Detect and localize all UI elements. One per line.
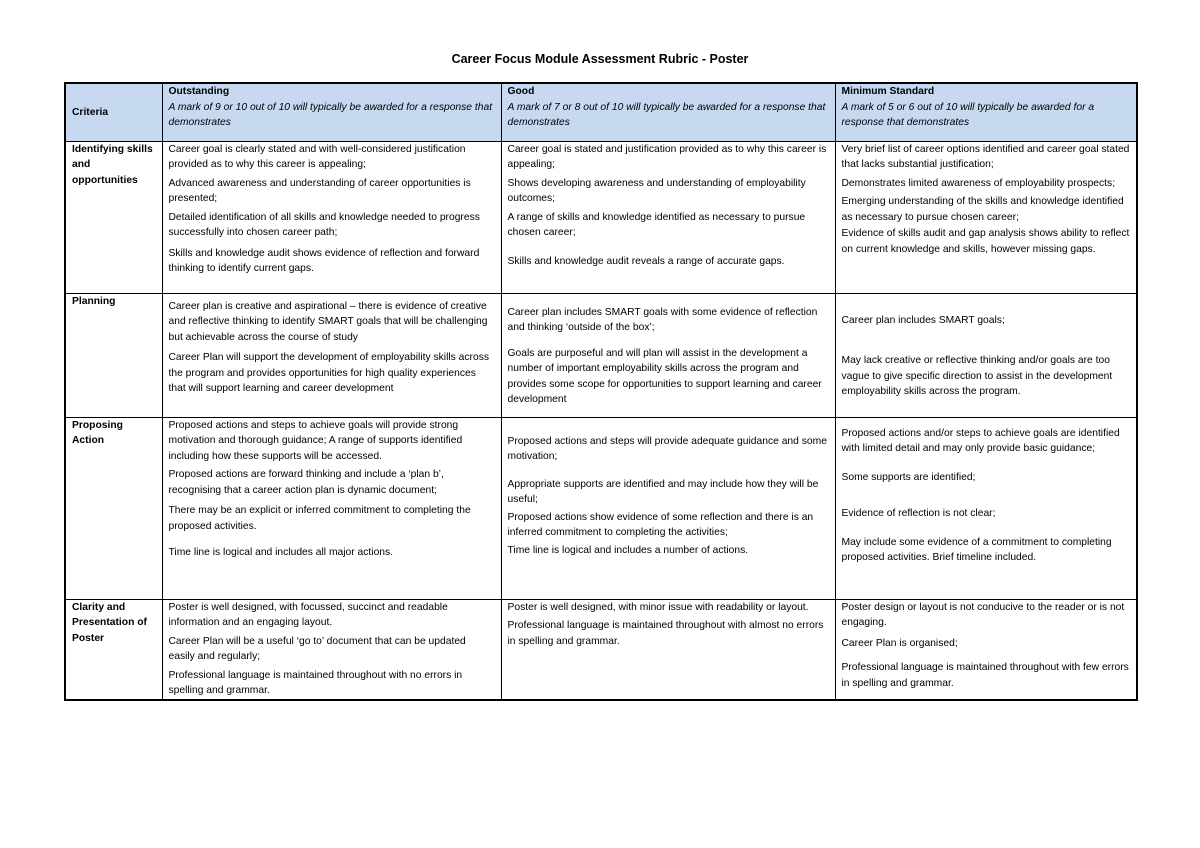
rubric-cell <box>162 599 501 700</box>
header-row <box>65 83 1137 141</box>
criteria-header: Criteria <box>65 83 162 141</box>
rubric-item: A range of skills and knowledge identified as necessary to pursue chosen career; <box>507 211 806 238</box>
rubric-cell <box>835 293 1137 417</box>
level-header-outstanding <box>162 83 501 141</box>
rubric-item: Advanced awareness and understanding of career opportunities is presented; <box>168 177 471 204</box>
rubric-cell <box>162 293 501 417</box>
rubric-item: Career goal is stated and justification provided as to why this career is appealing; <box>507 143 827 170</box>
rubric-item: Career plan includes SMART goals with some evidence of reflection and thinking ‘outside of the box’; <box>507 306 818 333</box>
rubric-item: Professional language is maintained throughout with almost no errors in spelling and grammar. <box>507 620 824 647</box>
level-name: Outstanding <box>168 86 230 97</box>
rubric-item: Evidence of reflection is not clear; <box>841 508 996 519</box>
level-name: Minimum Standard <box>841 86 935 97</box>
rubric-item: Poster design or layout is not conducive to the reader or is not engaging. <box>841 601 1125 628</box>
rubric-cell <box>501 141 835 293</box>
rubric-item: Proposed actions show evidence of some reflection and there is an inferred commitment to completing the activities; <box>507 511 814 538</box>
rubric-cell <box>162 417 501 599</box>
level-header-minimum-standard <box>835 83 1137 141</box>
rubric-cell <box>501 293 835 417</box>
rubric-cell <box>835 141 1137 293</box>
criterion-label: Clarity and Presentation of Poster <box>65 599 162 700</box>
rubric-row <box>65 293 1137 417</box>
rubric-item: Proposed actions and steps to achieve goals will provide strong motivation and thorough guidance; A range of supports identified including how these supports will be accessed. <box>168 419 463 462</box>
rubric-cell <box>835 599 1137 700</box>
rubric-item: Career plan includes SMART goals; <box>841 314 1005 326</box>
rubric-item: Career Plan is organised; <box>841 637 958 649</box>
rubric-row <box>65 599 1137 700</box>
rubric-item: Proposed actions are forward thinking and include a ‘plan b’, recognising that a career action plan is dynamic document; <box>168 469 444 496</box>
rubric-item: Poster is well designed, with minor issue with readability or layout. <box>507 601 809 613</box>
rubric-item: Detailed identification of all skills and knowledge needed to progress successfully into chosen career path; <box>168 211 480 238</box>
rubric-item: Time line is logical and includes a number of actions. <box>507 544 749 556</box>
rubric-item: Proposed actions and/or steps to achieve goals are identified with limited detail and may only provide basic guidance; <box>841 427 1120 454</box>
rubric-item: Career goal is clearly stated and with well-considered justification provided as to why this career is appealing; <box>168 143 466 170</box>
rubric-item: Shows developing awareness and understanding of employability outcomes; <box>507 177 806 204</box>
rubric-item: Professional language is maintained throughout with no errors in spelling and grammar. <box>168 669 463 696</box>
rubric-item: There may be an explicit or inferred commitment to completing the proposed activities. <box>168 505 471 532</box>
rubric-item: May lack creative or reflective thinking and/or goals are too vague to give specific direction to assist in the development employability skills across the program. <box>841 355 1113 397</box>
rubric-item: May include some evidence of a commitment to completing proposed activities. Brief timeline included. <box>841 536 1112 563</box>
rubric-item: Goals are purposeful and will plan will assist in the development a number of important employability skills across the program and provides some scope for opportunities to support learning and career development <box>507 347 822 405</box>
document-title: Career Focus Module Assessment Rubric - Poster <box>451 52 749 66</box>
level-description: A mark of 5 or 6 out of 10 will typically be awarded for a response that demonstrates <box>841 101 1095 128</box>
level-description: A mark of 7 or 8 out of 10 will typically be awarded for a response that demonstrates <box>507 101 826 128</box>
level-name: Good <box>507 86 535 97</box>
rubric-item: Evidence of skills audit and gap analysis shows ability to reflect on current knowledge and skills, however missing gaps. <box>841 228 1130 255</box>
rubric-item: Time line is logical and includes all major actions. <box>168 547 394 558</box>
rubric-table <box>64 82 1138 701</box>
rubric-item: Career Plan will support the development of employability skills across the program and provides opportunities for high quality experiences that will support learning and career development <box>168 352 489 394</box>
rubric-cell <box>501 417 835 599</box>
rubric-item: Emerging understanding of the skills and knowledge identified as necessary to pursue chosen career; <box>841 196 1124 223</box>
rubric-cell <box>501 599 835 700</box>
rubric-item: Demonstrates limited awareness of employability prospects; <box>841 177 1116 189</box>
rubric-item: Skills and knowledge audit reveals a range of accurate gaps. <box>507 255 785 267</box>
rubric-item: Appropriate supports are identified and may include how they will be useful; <box>507 478 819 505</box>
criterion-label: Identifying skills and opportunities <box>65 141 162 293</box>
rubric-cell <box>835 417 1137 599</box>
rubric-row <box>65 417 1137 599</box>
rubric-item: Career Plan will be a useful ‘go to’ document that can be updated easily and regularly; <box>168 635 466 662</box>
rubric-item: Very brief list of career options identified and career goal stated that lacks substantial justification; <box>841 143 1130 170</box>
rubric-item: Some supports are identified; <box>841 471 976 483</box>
rubric-item: Proposed actions and steps will provide adequate guidance and some motivation; <box>507 435 827 462</box>
rubric-item: Professional language is maintained throughout with few errors in spelling and grammar. <box>841 662 1129 689</box>
rubric-row <box>65 141 1137 293</box>
level-header-good <box>501 83 835 141</box>
rubric-cell <box>162 141 501 293</box>
criterion-label: Planning <box>65 293 162 417</box>
rubric-item: Poster is well designed, with focussed, succinct and readable information and an engaging layout. <box>168 601 448 628</box>
level-description: A mark of 9 or 10 out of 10 will typically be awarded for a response that demonstrates <box>168 101 493 128</box>
rubric-item: Skills and knowledge audit shows evidence of reflection and forward thinking to identify current gaps. <box>168 247 480 274</box>
rubric-item: Career plan is creative and aspirational – there is evidence of creative and reflective thinking to identify SMART goals that will be challenging but achievable across the course of study <box>168 300 488 343</box>
criterion-label: Proposing Action <box>65 417 162 599</box>
